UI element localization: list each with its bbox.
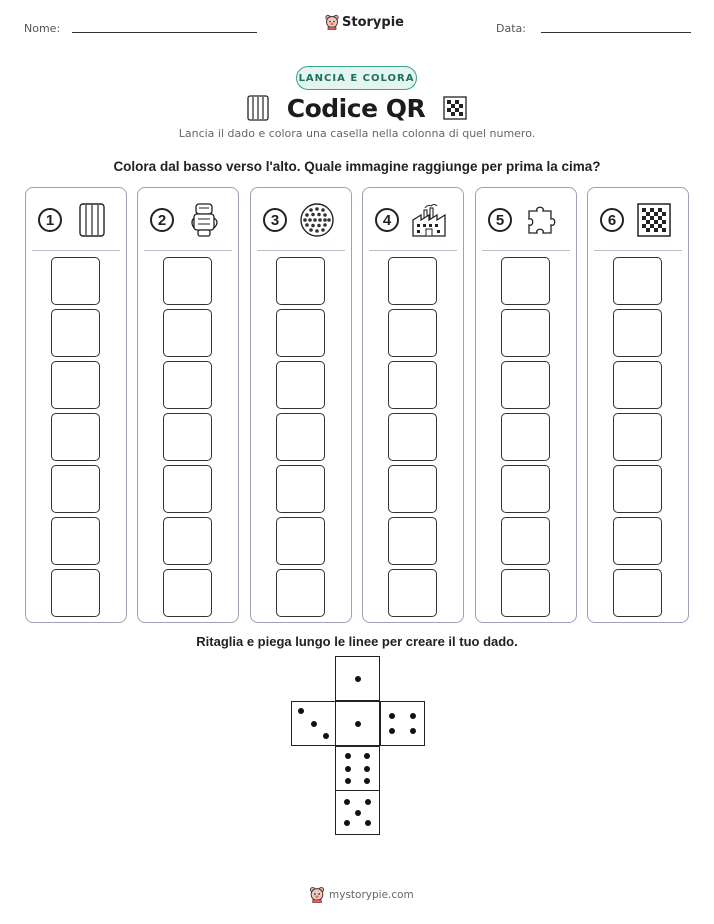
die-pip: [389, 713, 395, 719]
color-cell[interactable]: [163, 257, 212, 305]
color-cell[interactable]: [276, 569, 325, 617]
color-cell[interactable]: [276, 257, 325, 305]
color-cell[interactable]: [163, 465, 212, 513]
die-pip: [344, 820, 350, 826]
factory-icon: [411, 202, 447, 238]
die-face-2: [291, 701, 336, 746]
fence-icon: [247, 95, 269, 121]
brand-name: Storypie: [342, 14, 404, 30]
die-face-3: [335, 701, 380, 746]
column-divider: [594, 250, 682, 251]
die-face-5: [335, 746, 380, 791]
color-cell[interactable]: [501, 257, 550, 305]
column-number: 5: [488, 208, 512, 232]
color-cell[interactable]: [51, 257, 100, 305]
qr-code-icon: [443, 96, 467, 120]
die-pip: [389, 728, 395, 734]
footer-url: mystorypie.com: [329, 888, 414, 901]
die-face-6: [335, 790, 380, 835]
name-field[interactable]: [72, 32, 257, 33]
color-cell[interactable]: [501, 413, 550, 461]
color-cell[interactable]: [501, 361, 550, 409]
die-pip: [344, 799, 350, 805]
column-divider: [482, 250, 570, 251]
color-cell[interactable]: [613, 517, 662, 565]
die-pip: [345, 766, 351, 772]
color-cell[interactable]: [163, 517, 212, 565]
color-cell[interactable]: [276, 361, 325, 409]
color-cell[interactable]: [51, 465, 100, 513]
column-5: [475, 187, 577, 623]
die-pip: [410, 728, 416, 734]
title-row: [0, 92, 714, 124]
die-pip: [364, 766, 370, 772]
color-cell[interactable]: [51, 309, 100, 357]
die-pip: [355, 810, 361, 816]
subtitle: Lancia il dado e colora una casella nella colonna di quel numero.: [178, 127, 536, 140]
column-3: [250, 187, 352, 623]
color-cell[interactable]: [613, 309, 662, 357]
color-cell[interactable]: [51, 361, 100, 409]
column-number: 6: [600, 208, 624, 232]
color-cell[interactable]: [163, 413, 212, 461]
column-1: [25, 187, 127, 623]
header: [0, 14, 714, 44]
color-cell[interactable]: [501, 517, 550, 565]
bear-logo-icon: [325, 14, 339, 30]
column-number: 2: [150, 208, 174, 232]
die-pip: [345, 753, 351, 759]
die-pip: [365, 799, 371, 805]
footer: [309, 886, 414, 903]
dotted-circle-icon: [299, 202, 335, 238]
robot-icon: [186, 202, 222, 238]
column-divider: [369, 250, 457, 251]
color-cell[interactable]: [51, 569, 100, 617]
brand-logo: [325, 14, 404, 30]
color-cell[interactable]: [163, 361, 212, 409]
color-cell[interactable]: [501, 309, 550, 357]
die-face-1: [335, 656, 380, 701]
column-6: [587, 187, 689, 623]
puzzle-piece-icon: [524, 202, 560, 238]
instruction: Colora dal basso verso l'alto. Quale immagine raggiunge per prima la cima?: [113, 159, 601, 174]
fence-icon: [74, 202, 110, 238]
name-label: Nome:: [24, 22, 61, 35]
color-cell[interactable]: [501, 465, 550, 513]
date-field[interactable]: [541, 32, 691, 33]
color-cell[interactable]: [276, 517, 325, 565]
color-cell[interactable]: [613, 257, 662, 305]
color-cell[interactable]: [163, 309, 212, 357]
column-divider: [32, 250, 120, 251]
color-cell[interactable]: [388, 257, 437, 305]
color-cell[interactable]: [388, 361, 437, 409]
column-divider: [144, 250, 232, 251]
color-cell[interactable]: [613, 361, 662, 409]
die-pip: [345, 778, 351, 784]
die-pip: [355, 676, 361, 682]
die-face-4: [380, 701, 425, 746]
die-pip: [364, 778, 370, 784]
date-label: Data:: [496, 22, 526, 35]
die-pip: [298, 708, 304, 714]
color-cell[interactable]: [276, 309, 325, 357]
color-cell[interactable]: [613, 413, 662, 461]
color-cell[interactable]: [388, 517, 437, 565]
die-pip: [410, 713, 416, 719]
bear-logo-icon: [309, 886, 325, 903]
die-pip: [323, 733, 329, 739]
color-cell[interactable]: [613, 569, 662, 617]
activity-badge: LANCIA E COLORA: [296, 66, 417, 90]
color-cell[interactable]: [276, 465, 325, 513]
die-pip: [311, 721, 317, 727]
color-cell[interactable]: [613, 465, 662, 513]
die-instruction: Ritaglia e piega lungo le linee per creare il tuo dado.: [196, 634, 518, 649]
color-cell[interactable]: [163, 569, 212, 617]
die-pip: [365, 820, 371, 826]
color-cell[interactable]: [388, 309, 437, 357]
page-title: Codice QR: [286, 93, 426, 123]
column-divider: [257, 250, 345, 251]
color-cell[interactable]: [51, 413, 100, 461]
color-cell[interactable]: [388, 569, 437, 617]
color-cell[interactable]: [51, 517, 100, 565]
column-number: 3: [263, 208, 287, 232]
qr-code-icon: [636, 202, 672, 238]
color-cell[interactable]: [388, 465, 437, 513]
column-number: 1: [38, 208, 62, 232]
color-cell[interactable]: [388, 413, 437, 461]
color-cell[interactable]: [501, 569, 550, 617]
color-cell[interactable]: [276, 413, 325, 461]
column-2: [137, 187, 239, 623]
die-pip: [355, 721, 361, 727]
die-pip: [364, 753, 370, 759]
column-number: 4: [375, 208, 399, 232]
column-4: [362, 187, 464, 623]
